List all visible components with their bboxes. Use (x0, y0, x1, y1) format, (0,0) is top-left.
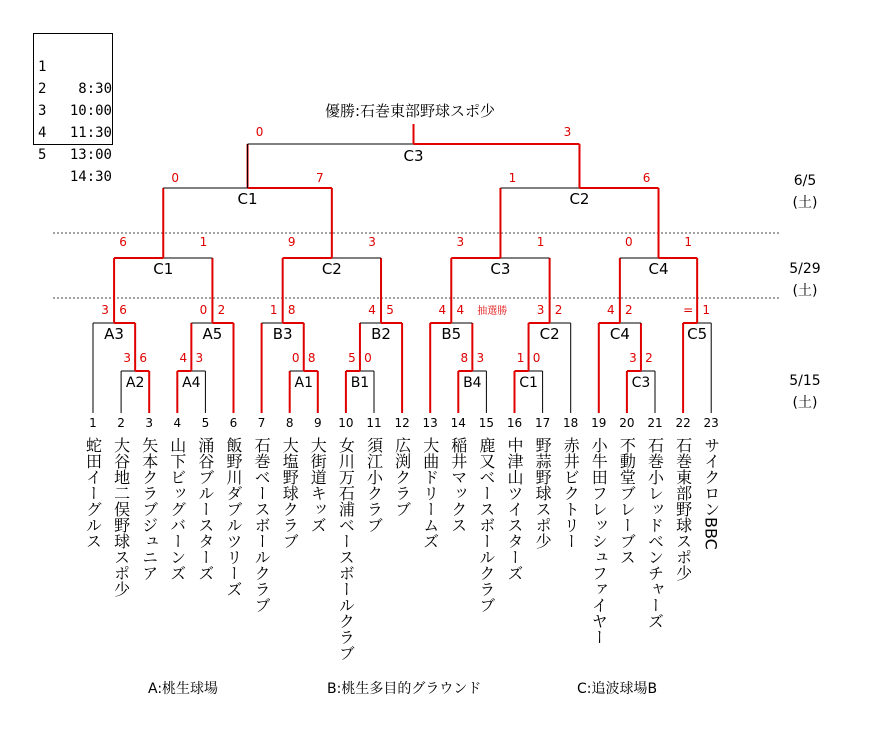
team-number: 17 (534, 416, 551, 430)
schedule-time: 14:30 (69, 169, 112, 185)
score-right: 3 (195, 351, 204, 365)
score-right: 1 (684, 235, 692, 249)
team-name: 広渕クラブ (392, 437, 412, 517)
schedule-number: 4 (38, 125, 47, 141)
team-name: 飯野川ダブルツリーズ (224, 437, 243, 597)
score-right: 1 (702, 303, 710, 317)
schedule-time: 10:00 (69, 103, 112, 119)
score-left: 4 (179, 351, 188, 365)
match-label: C4 (648, 260, 669, 278)
score-left: 0 (625, 235, 633, 249)
score-left: 1 (516, 351, 525, 365)
team-number: 4 (173, 416, 182, 430)
score-left: 4 (607, 303, 615, 317)
team-number: 10 (338, 416, 354, 430)
match-label: B2 (371, 325, 391, 343)
date-label: 6/5 (793, 173, 817, 189)
score-right: 8 (307, 351, 316, 365)
team-number: 16 (506, 416, 523, 430)
match-label: B1 (350, 375, 370, 391)
team-name: 石巻東部野球スポ少 (673, 437, 693, 581)
schedule-number: 3 (38, 103, 47, 119)
score-left: 3 (536, 303, 545, 317)
team-number: 19 (591, 416, 607, 430)
score-right: 1 (536, 235, 545, 249)
team-number: 14 (450, 416, 466, 430)
score-left: 1 (508, 171, 517, 185)
team-name: 山下ビッグバーンズ (167, 437, 187, 581)
match-label: C2 (569, 190, 590, 208)
team-name: 不動堂ブレーブス (617, 437, 637, 565)
score-right: 0 (364, 351, 372, 365)
score-left: = (683, 303, 694, 317)
match-label: C3 (631, 375, 651, 391)
team-number: 9 (313, 416, 322, 430)
champion-text: 優勝:石巻東部野球スポ少 (325, 102, 496, 120)
team-name: 女川万石浦ベースボールクラブ (336, 437, 356, 661)
team-name: サイクロンBBC (701, 437, 721, 550)
team-number: 12 (394, 416, 410, 430)
match-label: C5 (687, 325, 708, 343)
team-number: 13 (422, 416, 438, 430)
match-label: C2 (539, 325, 560, 343)
match-label: A4 (182, 375, 201, 391)
match-label: C3 (403, 147, 424, 165)
score-left: 3 (123, 351, 131, 365)
score-left: 4 (438, 303, 447, 317)
score-left: 6 (119, 235, 127, 249)
team-name: 鹿又ベースボールクラブ (476, 437, 496, 613)
team-number: 6 (229, 416, 238, 430)
team-number: 15 (478, 416, 495, 430)
team-name: 大曲ドリームズ (420, 437, 440, 549)
schedule-row (38, 34, 112, 97)
score-left: 5 (348, 351, 356, 365)
score-left: 0 (199, 303, 208, 317)
score-right: 2 (625, 303, 633, 317)
team-name: 大街道キッズ (308, 437, 328, 533)
score-right: 3 (368, 235, 376, 249)
team-name: 大谷地二俣野球スポ少 (111, 437, 131, 597)
score-left: 1 (269, 303, 278, 317)
team-name: 蛇田イーグルス (83, 437, 103, 549)
team-number: 1 (89, 416, 97, 430)
team-number: 2 (117, 416, 125, 430)
team-number: 3 (145, 416, 154, 430)
score-left: 3 (101, 303, 109, 317)
date-day: (土) (792, 395, 818, 411)
venue-a: A:桃生球場 (148, 681, 219, 697)
score-left: 8 (460, 351, 469, 365)
date-label: 5/15 (789, 373, 821, 389)
team-name: 矢本クラブジュニア (139, 437, 159, 581)
team-name: 小牛田フレッシュファイヤー (589, 437, 609, 645)
team-number: 11 (366, 416, 382, 430)
score-left: 0 (171, 171, 180, 185)
score-right: 3 (563, 125, 572, 139)
score-right: 2 (645, 351, 653, 365)
score-right: 6 (139, 351, 147, 365)
team-number: 7 (257, 416, 266, 430)
team-number: 23 (703, 416, 719, 430)
score-right: 7 (316, 171, 324, 185)
match-label: A2 (125, 375, 145, 391)
team-name: 石巻ベースボールクラブ (252, 437, 272, 613)
match-label: A5 (202, 325, 223, 343)
date-day: (土) (792, 195, 818, 211)
score-right: 2 (554, 303, 563, 317)
score-right: 1 (199, 235, 208, 249)
venue-c: C:追波球場B (577, 681, 658, 697)
match-label: C3 (490, 260, 511, 278)
score-left: 3 (456, 235, 465, 249)
team-name: 中津山ツイスターズ (505, 437, 524, 581)
team-number: 18 (563, 416, 579, 430)
score-right: 5 (386, 303, 394, 317)
match-label: C2 (321, 260, 342, 278)
team-name: 須江小クラブ (364, 437, 384, 533)
schedule-time: 11:30 (69, 125, 112, 141)
score-right: 3 (476, 351, 485, 365)
match-label: A3 (104, 325, 124, 343)
team-number: 5 (201, 416, 210, 430)
schedule-number: 5 (38, 147, 47, 163)
schedule-number: 1 (38, 59, 47, 75)
match-label: C1 (519, 375, 538, 391)
score-right: 2 (217, 303, 226, 317)
date-label: 5/29 (789, 261, 821, 277)
schedule-number: 2 (38, 81, 47, 97)
match-label: C1 (237, 190, 258, 208)
venue-b: B:桃生多目的グラウンド (327, 681, 482, 697)
match-label: C4 (609, 325, 630, 343)
team-number: 22 (675, 416, 691, 430)
score-left: 4 (368, 303, 376, 317)
team-name: 赤井ビクトリー (561, 437, 581, 549)
team-name: 稲井マックス (448, 437, 468, 533)
date-day: (土) (792, 283, 818, 299)
score-left: 3 (629, 351, 637, 365)
score-left: 0 (291, 351, 300, 365)
schedule-time: 8:30 (78, 81, 112, 97)
match-label: B4 (463, 375, 482, 391)
score-left: 0 (255, 125, 264, 139)
team-number: 20 (619, 416, 635, 430)
score-right: 6 (642, 171, 651, 185)
match-label: A1 (294, 375, 313, 391)
team-name: 涌谷ブルースターズ (195, 437, 215, 581)
team-name: 石巻小レッドベンチャーズ (645, 437, 665, 629)
team-name: 大塩野球クラブ (280, 437, 300, 549)
schedule-table (33, 33, 113, 185)
score-left: 9 (287, 235, 296, 249)
lottery-label: 抽選勝 (477, 306, 508, 317)
match-label: B3 (272, 325, 293, 343)
team-number: 8 (285, 416, 294, 430)
match-label: B5 (441, 325, 462, 343)
score-right: 8 (287, 303, 296, 317)
team-name: 野蒜野球スポ少 (533, 437, 553, 549)
score-right: 6 (119, 303, 127, 317)
match-label: C1 (153, 260, 174, 278)
schedule-time: 13:00 (69, 147, 112, 163)
score-right: 4 (456, 303, 465, 317)
team-number: 21 (647, 416, 663, 430)
score-right: 0 (532, 351, 541, 365)
